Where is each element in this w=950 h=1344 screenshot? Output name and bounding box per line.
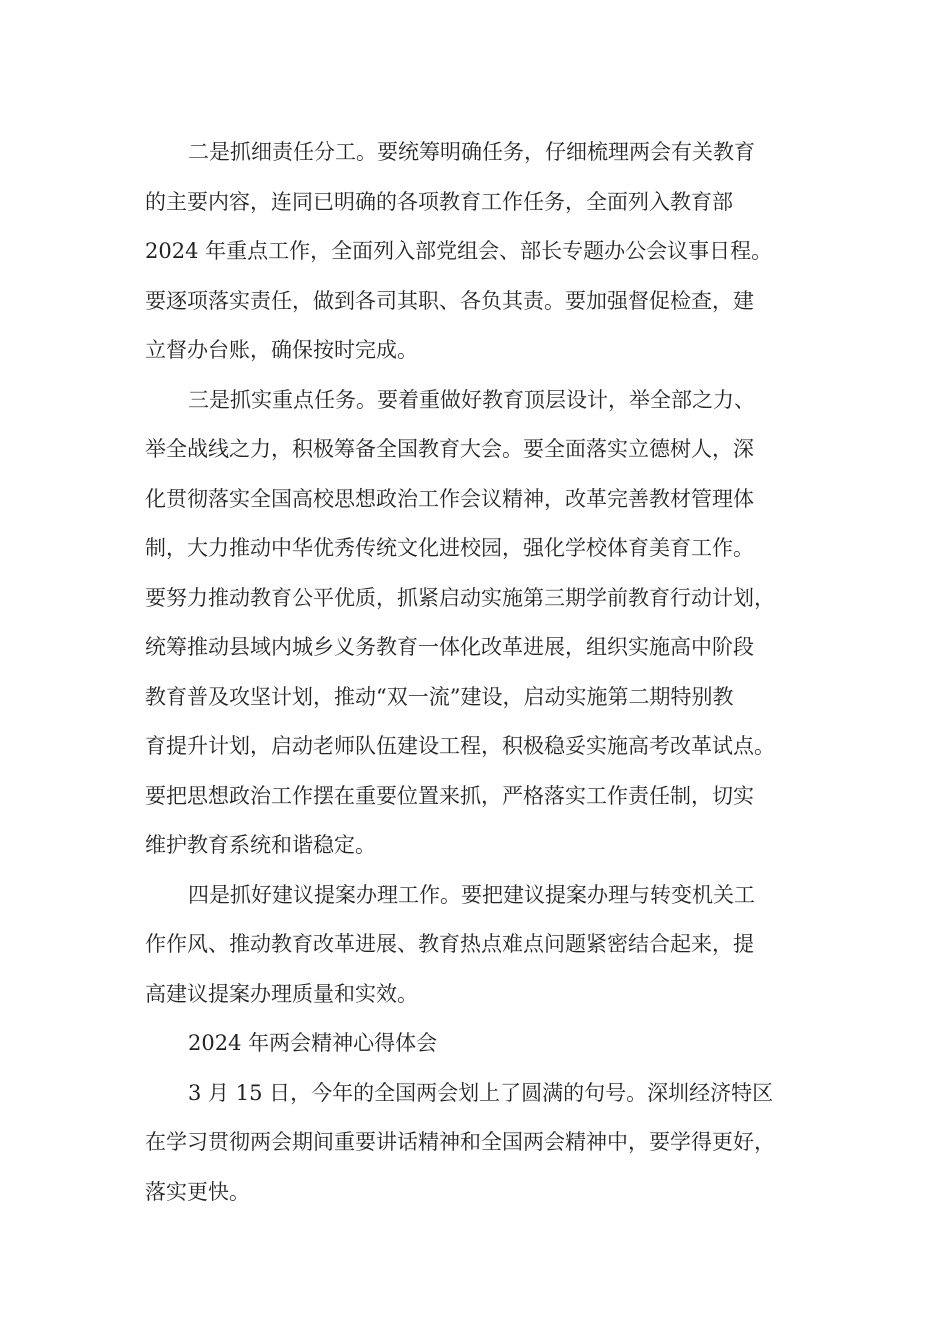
document-body bbox=[145, 128, 825, 1217]
text-line: 作作风、推动教育改革进展、教育热点难点问题紧密结合起来，提 bbox=[145, 932, 754, 956]
section-title: 2024 年两会精神心得体会 bbox=[188, 1031, 438, 1055]
text-line: 维护教育系统和谐稳定。 bbox=[145, 833, 376, 857]
text-line: 举全战线之力，积极筹备全国教育大会。要全面落实立德树人，深 bbox=[145, 437, 754, 461]
text-line: 的主要内容，连同已明确的各项教育工作任务，全面列入教育部 bbox=[145, 189, 733, 214]
text-line: 教育普及攻坚计划，推动“双一流”建设，启动实施第二期特别教 bbox=[145, 684, 734, 709]
text-line: 2024 年重点工作，全面列入部党组会、部长专题办公会议事日程。 bbox=[145, 239, 773, 263]
text-line: 制，大力推动中华优秀传统文化进校园，强化学校体育美育工作。 bbox=[145, 536, 754, 560]
text-line: 3 月 15 日，今年的全国两会划上了圆满的句号。深圳经济特区 bbox=[188, 1080, 774, 1105]
paragraph-shenzhen bbox=[145, 1069, 825, 1218]
text-line: 育提升计划，启动老师队伍建设工程，积极稳妥实施高考改革试点。 bbox=[145, 734, 775, 758]
text-line: 要逐项落实责任，做到各司其职、各负其责。要加强督促检查，建 bbox=[145, 288, 754, 313]
text-line: 落实更快。 bbox=[145, 1179, 250, 1204]
text-line: 高建议提案办理质量和实效。 bbox=[145, 981, 418, 1006]
paragraph-proposals bbox=[145, 871, 825, 1020]
section-heading bbox=[145, 1019, 825, 1069]
text-line: 三是抓实重点任务。要着重做好教育顶层设计，举全部之力、 bbox=[188, 387, 755, 412]
text-line: 立督办台账，确保按时完成。 bbox=[145, 338, 418, 362]
text-line: 二是抓细责任分工。要统筹明确任务，仔细梳理两会有关教育 bbox=[188, 140, 755, 164]
text-line: 要努力推动教育公平优质，抓紧启动实施第三期学前教育行动计划， bbox=[145, 585, 775, 610]
text-line: 四是抓好建议提案办理工作。要把建议提案办理与转变机关工 bbox=[188, 882, 755, 907]
paragraph-responsibility bbox=[145, 128, 825, 376]
text-line: 要把思想政治工作摆在重要位置来抓，严格落实工作责任制，切实 bbox=[145, 783, 754, 808]
text-line: 在学习贯彻两会期间重要讲话精神和全国两会精神中，要学得更好， bbox=[145, 1130, 775, 1154]
text-line: 统筹推动县域内城乡义务教育一体化改革进展，组织实施高中阶段 bbox=[145, 635, 754, 659]
paragraph-key-tasks bbox=[145, 376, 825, 871]
text-line: 化贯彻落实全国高校思想政治工作会议精神，改革完善教材管理体 bbox=[145, 486, 754, 511]
